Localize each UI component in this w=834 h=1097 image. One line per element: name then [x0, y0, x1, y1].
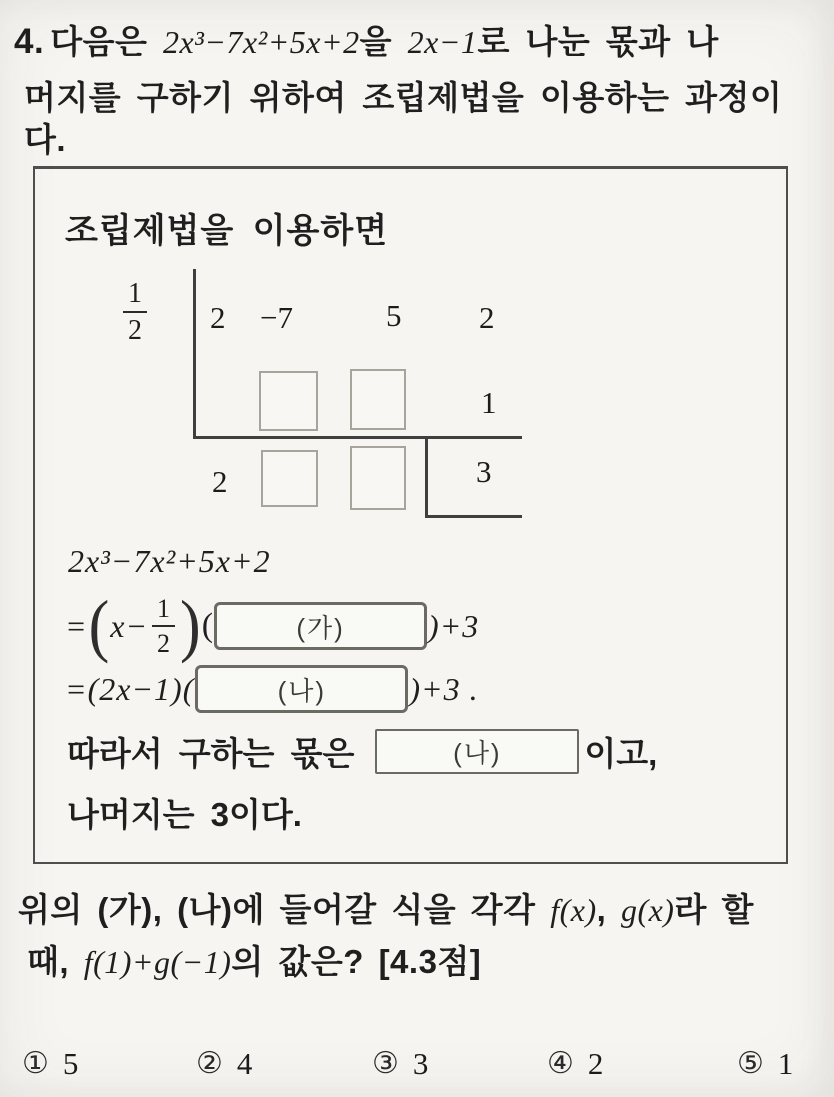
coefficient-1: 2 [210, 300, 226, 335]
choice-2-marker: ② [196, 1045, 223, 1081]
remainder-value: 3 [476, 454, 492, 489]
solution-intro: 조립제법을 이용하면 [65, 212, 389, 250]
problem-number: 4. [14, 22, 45, 61]
choice-5-marker: ⑤ [737, 1045, 764, 1081]
divisor-denominator: 2 [128, 315, 142, 347]
conclusion-pre: 따라서 구하는 몫은 [67, 734, 355, 772]
choice-3[interactable] [372, 1045, 429, 1081]
big-close-paren: ) [180, 587, 201, 665]
blank-cell-bottom-2 [350, 446, 406, 510]
statement-line3: 다. [24, 121, 67, 158]
choice-5-value: 1 [777, 1046, 794, 1081]
identity-line-1: 2x³−7x²+5x+2 [68, 543, 271, 579]
equals-sign: = [65, 607, 88, 644]
blank-cell-bottom-1 [261, 450, 318, 507]
blank-na-label: (나) [277, 675, 327, 706]
blank-cell-middle-2 [350, 369, 406, 430]
f-of-x: f(x) [550, 892, 597, 928]
coefficient-2: −7 [260, 300, 293, 335]
identity-line-2 [65, 583, 479, 669]
target-expression: f(1)+g(−1) [83, 944, 232, 980]
x-minus: x− [110, 607, 149, 644]
middle-row-value: 1 [481, 385, 497, 420]
divisor-numerator: 1 [123, 279, 147, 313]
quotient-blank-label: (나) [453, 737, 502, 768]
quotient-blank-box [375, 729, 579, 774]
open-paren: ( [201, 607, 214, 644]
remainder-statement: 나머지는 3이다. [67, 796, 302, 833]
choice-1-value: 5 [62, 1046, 79, 1081]
g-of-x: g(x) [620, 892, 675, 928]
points-badge: [4.3점] [378, 943, 482, 980]
choice-5[interactable] [737, 1045, 794, 1081]
question-line-1: 위의 (가), (나)에 들어갈 식을 각각 f(x), g(x)라 할 [18, 891, 754, 928]
choice-4-marker: ④ [547, 1045, 574, 1081]
blank-na-box [195, 665, 408, 713]
coefficient-4: 2 [479, 300, 495, 335]
statement-line1 [14, 16, 719, 63]
divisor-polynomial: 2x−1 [407, 24, 478, 60]
division-vertical-line [193, 269, 196, 439]
choice-2[interactable] [196, 1045, 253, 1081]
close-plus-3-period: )+3 . [409, 670, 479, 707]
dividend-polynomial: 2x³−7x²+5x+2 [163, 24, 360, 60]
choice-4-value: 2 [587, 1046, 604, 1081]
blank-ga-label: (가) [296, 612, 345, 643]
statement-line2: 머지를 구하기 위하여 조립제법을 이용하는 과정이 [24, 79, 783, 116]
question-line-2: 때, f(1)+g(−1)의 값은? [4.3점] [27, 943, 482, 980]
statement-text: 을 [359, 23, 408, 60]
big-open-paren: ( [88, 587, 110, 665]
blank-ga-box [214, 602, 427, 650]
solution-box [33, 166, 788, 864]
conclusion-post: 이고, [584, 734, 658, 772]
statement-text: 다음은 [50, 23, 164, 60]
choice-4[interactable] [547, 1045, 604, 1081]
choice-2-value: 4 [236, 1046, 253, 1081]
one-half-fraction: $\frac{1}{2}$ [152, 595, 175, 658]
coefficient-3: 5 [386, 298, 402, 333]
divisor-fraction [123, 279, 147, 346]
factored-lhs: =(2x−1)( [65, 670, 195, 707]
bottom-row-first: 2 [212, 464, 228, 499]
statement-text: 로 나눈 몫과 나 [477, 23, 719, 60]
conclusion-line [67, 725, 657, 777]
choice-1[interactable] [22, 1045, 79, 1081]
choice-3-value: 3 [412, 1046, 429, 1081]
choice-3-marker: ③ [372, 1045, 399, 1081]
remainder-bracket [425, 439, 522, 518]
identity-line-3 [65, 661, 479, 717]
close-plus-3: )+3 [428, 607, 480, 644]
blank-cell-middle-1 [259, 371, 318, 431]
choice-1-marker: ① [22, 1045, 49, 1081]
